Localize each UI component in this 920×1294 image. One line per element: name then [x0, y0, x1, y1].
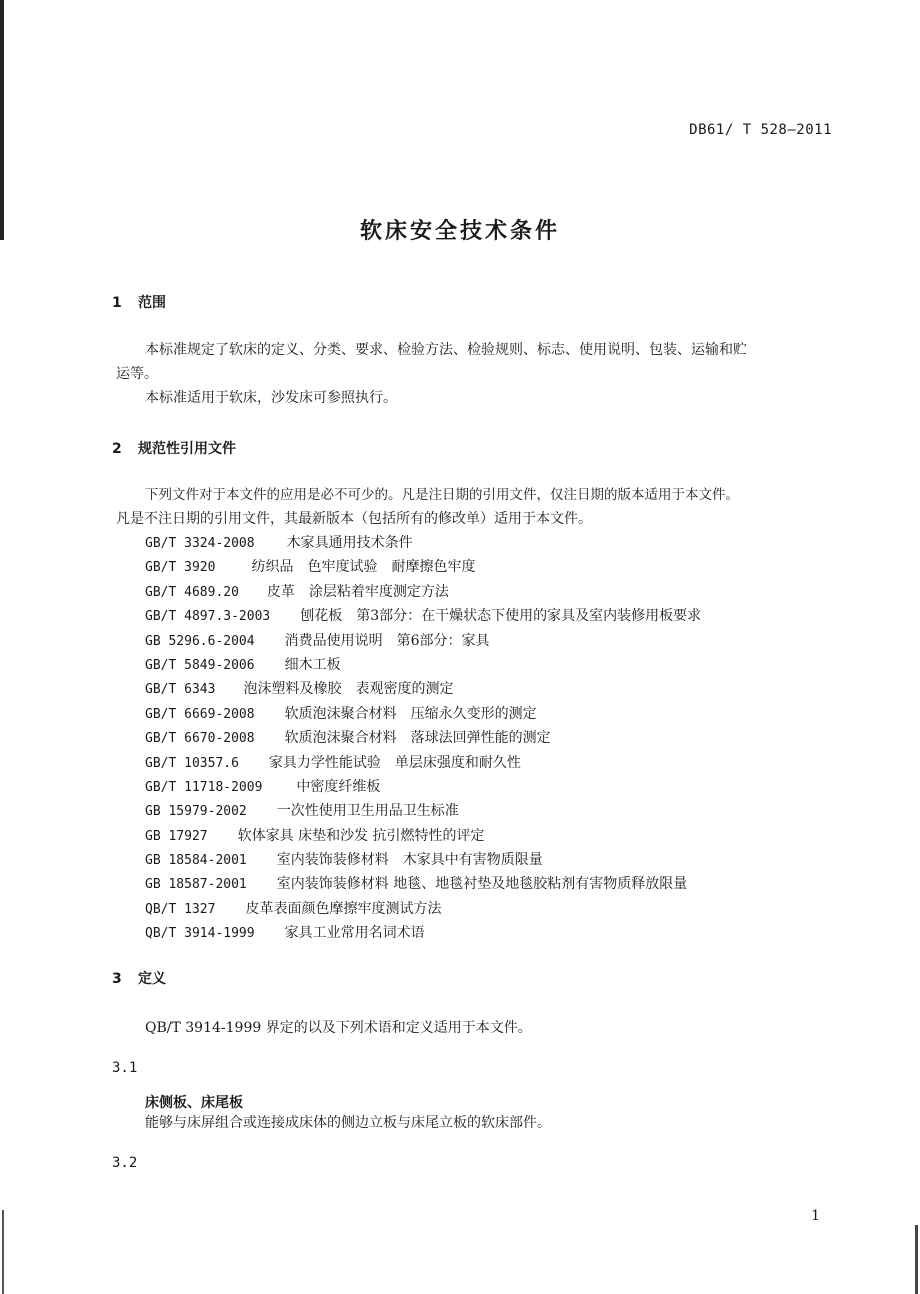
section-number: 2	[112, 441, 122, 457]
reference-title: 消费品使用说明 第6部分：家具	[284, 632, 490, 649]
scan-edge-mark	[915, 1225, 918, 1294]
reference-item	[145, 921, 701, 945]
reference-code: GB/T 6670-2008	[145, 731, 255, 747]
reference-item	[145, 677, 701, 701]
scan-edge-mark	[2, 1210, 4, 1294]
term-heading: 床侧板、床尾板	[145, 1095, 243, 1111]
section-title: 定义	[138, 971, 166, 987]
reference-title: 细木工板	[284, 656, 341, 673]
reference-title: 纺织品 色牢度试验 耐摩擦色牢度	[251, 559, 476, 576]
section-heading-scope	[112, 292, 166, 312]
reference-code: GB/T 10357.6	[145, 755, 239, 771]
reference-item	[145, 653, 701, 677]
reference-title: 一次性使用卫生用品卫生标准	[276, 803, 459, 820]
section-title: 范围	[138, 295, 166, 311]
reference-code: GB/T 6343	[145, 682, 216, 698]
reference-code: GB 15979-2002	[145, 804, 247, 820]
document-title: 软床安全技术条件	[359, 219, 560, 244]
reference-code: GB/T 3920	[145, 560, 216, 576]
reference-item	[145, 824, 701, 848]
reference-code: QB/T 1327	[145, 901, 216, 917]
paragraph-line: 运等。	[116, 366, 158, 382]
section-number: 1	[112, 295, 122, 311]
clause-number: 3.2	[112, 1155, 138, 1171]
clause-number: 3.1	[112, 1060, 138, 1076]
paragraph-line: 凡是不注日期的引用文件，其最新版本（包括所有的修改单）适用于本文件。	[116, 511, 592, 527]
section-heading-definitions	[112, 968, 166, 988]
reference-item	[145, 702, 701, 726]
paragraph-line: 下列文件对于本文件的应用是必不可少的。凡是注日期的引用文件，仅注日期的版本适用于本文件。	[145, 487, 739, 503]
paragraph: 本标准适用于软床，沙发床可参照执行。	[145, 390, 397, 406]
reference-code: GB 17927	[145, 828, 208, 844]
reference-title: 中密度纤维板	[296, 778, 381, 795]
section-title: 规范性引用文件	[138, 441, 236, 457]
term-definition: 能够与床屏组合或连接成床体的侧边立板与床尾立板的软床部件。	[145, 1115, 551, 1131]
reference-code: GB/T 4897.3-2003	[145, 609, 271, 625]
section-number: 3	[112, 971, 122, 987]
reference-code: GB/T 4689.20	[145, 584, 239, 600]
reference-item	[145, 555, 701, 579]
reference-title: 家具工业常用名词术语	[284, 925, 425, 942]
standard-code: DB61/ T 528—2011	[689, 122, 832, 138]
reference-item	[145, 629, 701, 653]
reference-title: 泡沫塑料及橡胶 表观密度的测定	[243, 681, 454, 698]
reference-code: GB/T 6669-2008	[145, 706, 255, 722]
reference-title: 皮革表面颜色摩擦牢度测试方法	[245, 900, 442, 917]
reference-item	[145, 604, 701, 628]
reference-title: 软质泡沫聚合材料 压缩永久变形的测定	[284, 705, 537, 722]
paragraph-line: 本标准规定了软床的定义、分类、要求、检验方法、检验规则、标志、使用说明、包装、运输和贮	[145, 342, 747, 358]
page-number: 1	[811, 1208, 820, 1224]
reference-title: 家具力学性能试验 单层床强度和耐久性	[268, 754, 521, 771]
reference-item	[145, 726, 701, 750]
reference-code: GB/T 11718-2009	[145, 779, 263, 795]
section-heading-normative-references	[112, 438, 236, 458]
reference-item	[145, 799, 701, 823]
reference-title: 室内装饰装修材料 木家具中有害物质限量	[276, 852, 543, 869]
reference-title: 皮革 涂层粘着牢度测定方法	[266, 583, 449, 600]
reference-item	[145, 751, 701, 775]
reference-code: QB/T 3914-1999	[145, 926, 255, 942]
reference-code: GB/T 3324-2008	[145, 536, 255, 551]
reference-item	[145, 775, 701, 799]
reference-code: GB 18584-2001	[145, 853, 247, 869]
reference-code: GB 18587-2001	[145, 877, 247, 893]
scan-edge-mark	[0, 0, 4, 240]
paragraph: QB/T 3914-1999 界定的以及下列术语和定义适用于本文件。	[145, 1020, 532, 1036]
reference-item	[145, 872, 701, 896]
reference-title: 木家具通用技术条件	[286, 535, 413, 551]
reference-item	[145, 531, 701, 555]
reference-item	[145, 897, 701, 921]
reference-item	[145, 848, 701, 872]
reference-title: 软体家具 床垫和沙发 抗引燃特性的评定	[237, 827, 485, 844]
reference-title: 刨花板 第3部分：在干燥状态下使用的家具及室内装修用板要求	[300, 608, 702, 625]
reference-title: 室内装饰装修材料 地毯、地毯衬垫及地毯胶粘剂有害物质释放限量	[276, 876, 688, 893]
reference-code: GB 5296.6-2004	[145, 633, 255, 649]
reference-code: GB/T 5849-2006	[145, 657, 255, 673]
reference-item	[145, 580, 701, 604]
reference-title: 软质泡沫聚合材料 落球法回弹性能的测定	[284, 730, 551, 747]
reference-list	[145, 531, 701, 946]
